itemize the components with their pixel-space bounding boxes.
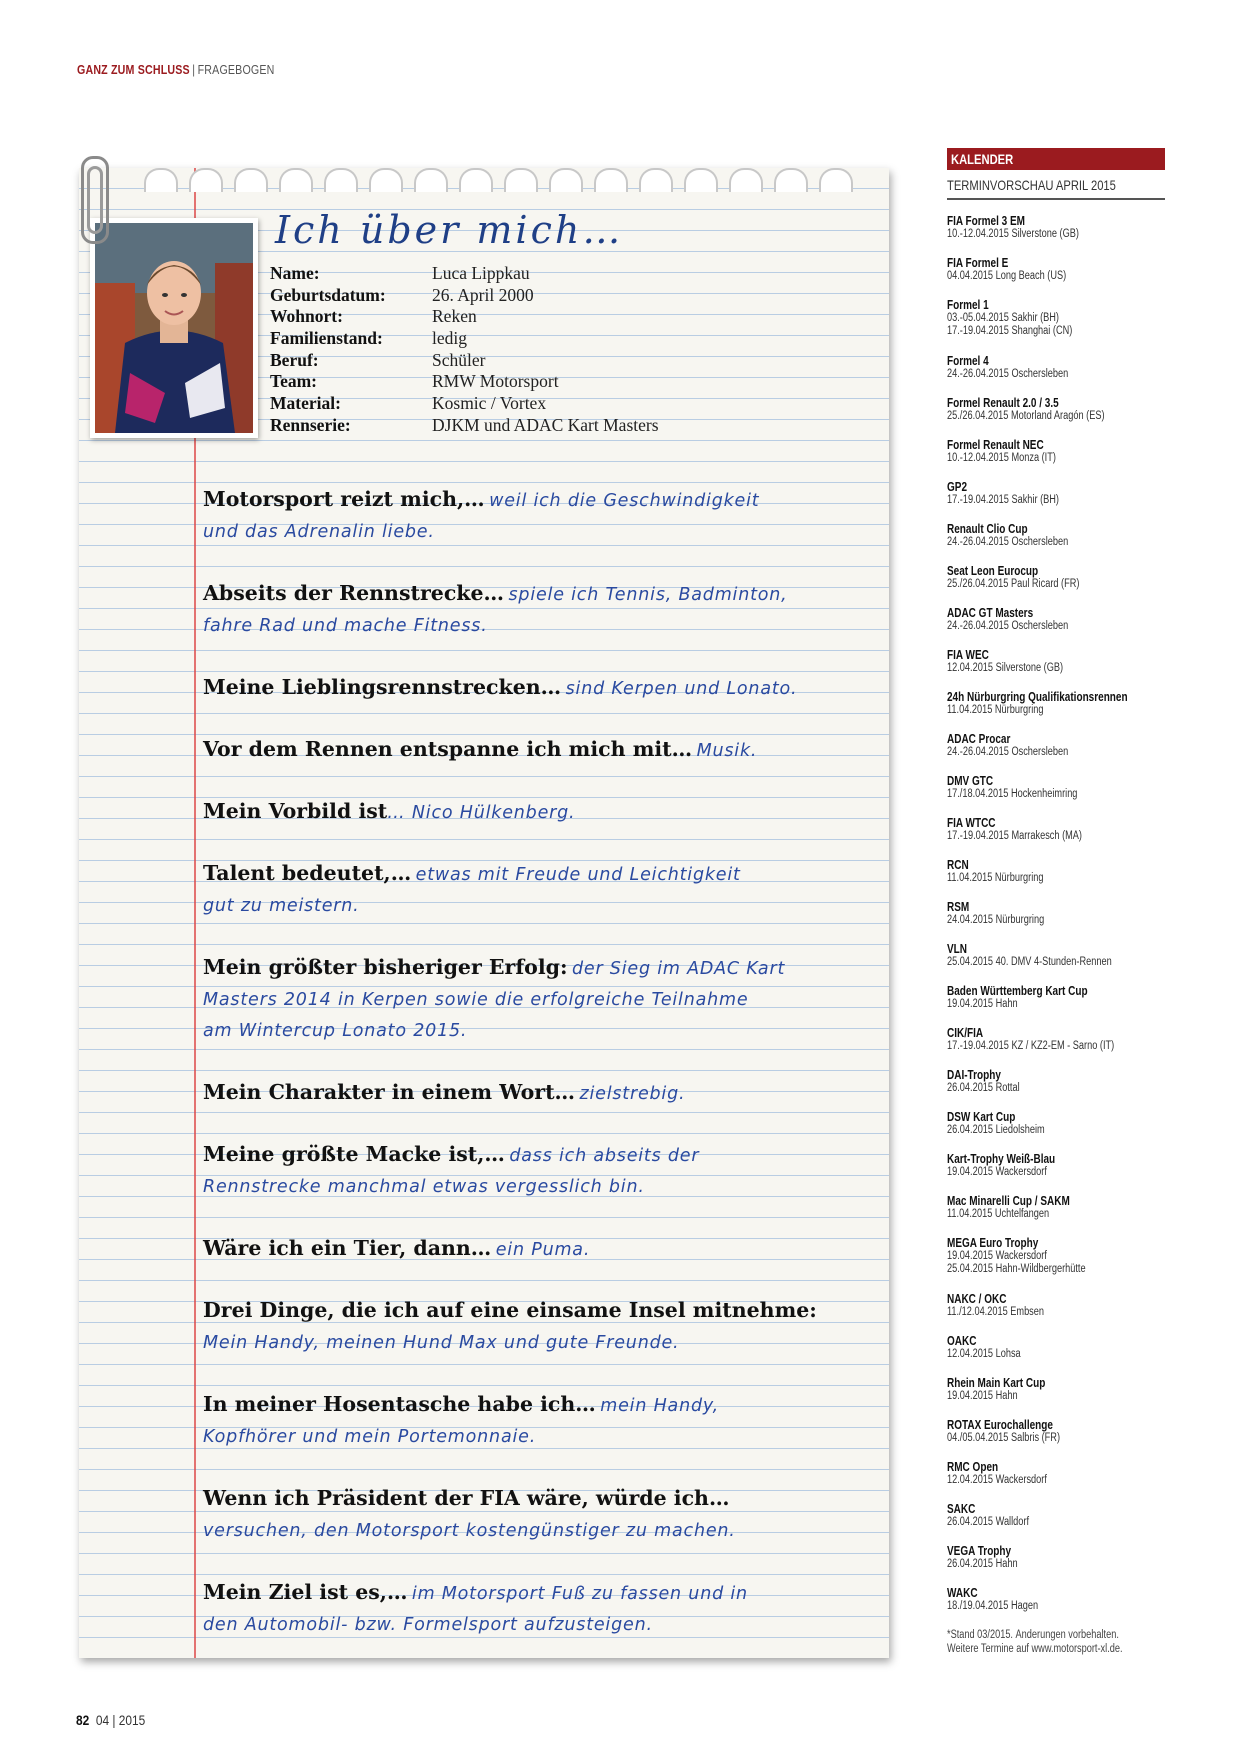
event-name: ADAC Procar: [947, 732, 1011, 746]
event-name: CIK/FIA: [947, 1026, 984, 1040]
event-name: Formel 1: [947, 298, 989, 312]
calendar-event: [947, 816, 1116, 843]
profile-row: [270, 328, 659, 350]
answer: der Sieg im ADAC Kart: [571, 959, 786, 979]
qa-item: [203, 1295, 863, 1359]
answer: sind Kerpen und Lonato.: [565, 679, 798, 699]
event-date: 24.04.2015 Nürburgring: [947, 914, 1045, 926]
calendar-event: [947, 1236, 1120, 1276]
event-name: FIA WEC: [947, 648, 989, 662]
answer: spiele ich Tennis, Badminton,: [508, 585, 788, 605]
event-name: Formel Renault NEC: [947, 438, 1044, 452]
calendar-event: [947, 214, 1112, 241]
event-date: 19.04.2015 Wackersdorf: [947, 1166, 1047, 1178]
answer: zielstrebig.: [579, 1084, 686, 1104]
event-date: 19.04.2015 Wackersdorf: [947, 1250, 1047, 1262]
answer: dass ich abseits der: [509, 1146, 700, 1166]
profile-label: Rennserie:: [270, 414, 351, 435]
event-date: 25.04.2015 40. DMV 4-Stunden-Rennen: [947, 956, 1112, 968]
qa-item: [203, 1577, 863, 1641]
question: Abseits der Rennstrecke…: [203, 581, 505, 605]
event-date: 25./26.04.2015 Motorland Aragón (ES): [947, 410, 1105, 422]
event-date: 03.-05.04.2015 Sakhir (BH): [947, 312, 1059, 324]
question: Talent bedeutet,…: [203, 861, 412, 885]
answer: ein Puma.: [495, 1240, 591, 1260]
event-date: 10.-12.04.2015 Monza (IT): [947, 452, 1056, 464]
question: Wenn ich Präsident der FIA wäre, würde ich…: [203, 1486, 730, 1510]
event-date: 18./19.04.2015 Hagen: [947, 1600, 1039, 1612]
event-date: 25.04.2015 Hahn-Wildbergerhütte: [947, 1263, 1086, 1275]
calendar-event: [947, 732, 1099, 759]
calendar-event: [947, 1110, 1069, 1137]
qa-item: [203, 578, 863, 642]
question: Mein größter bisheriger Erfolg:: [203, 955, 568, 979]
paperclip-inner-icon: [87, 166, 103, 234]
profile-row: [270, 350, 659, 372]
event-name: DMV GTC: [947, 774, 994, 788]
question: In meiner Hosentasche habe ich…: [203, 1392, 596, 1416]
answer: und das Adrenalin liebe.: [203, 522, 435, 542]
page-footer: [76, 1712, 145, 1728]
answer: den Automobil- bzw. Formelsport aufzusteigen.: [203, 1615, 653, 1635]
qa-item: [203, 672, 863, 705]
event-date: 11.04.2015 Nürburgring: [947, 872, 1044, 884]
event-date: 12.04.2015 Wackersdorf: [947, 1474, 1047, 1486]
event-date: 11./12.04.2015 Embsen: [947, 1306, 1045, 1318]
event-date: 24.-26.04.2015 Oschersleben: [947, 746, 1069, 758]
event-date: 11.04.2015 Nürburgring: [947, 704, 1044, 716]
event-name: WAKC: [947, 1586, 978, 1600]
qa-item: [203, 1077, 863, 1110]
question: Mein Charakter in einem Wort…: [203, 1080, 576, 1104]
event-name: Formel 4: [947, 354, 989, 368]
calendar-event: [947, 1194, 1101, 1221]
answer: mein Handy,: [600, 1396, 720, 1416]
event-date: 11.04.2015 Uchtelfangen: [947, 1208, 1050, 1220]
event-name: FIA Formel 3 EM: [947, 214, 1025, 228]
qa-item: [203, 1389, 863, 1453]
event-name: RMC Open: [947, 1460, 999, 1474]
profile-value: DJKM und ADAC Kart Masters: [432, 414, 659, 435]
calendar-event: [947, 298, 1104, 338]
profile-value: Luca Lippkau: [432, 263, 530, 283]
event-name: VEGA Trophy: [947, 1544, 1012, 1558]
profile-row: [270, 285, 659, 307]
page-header: [77, 62, 275, 77]
answer: versuchen, den Motorsport kostengünstiger zu machen.: [203, 1521, 736, 1541]
event-name: ROTAX Eurochallenge: [947, 1418, 1053, 1432]
event-name: GP2: [947, 480, 968, 494]
answer: am Wintercup Lonato 2015.: [203, 1021, 468, 1041]
event-name: ADAC GT Masters: [947, 606, 1034, 620]
answer: … Nico Hülkenberg.: [387, 803, 576, 823]
profile-value: RMW Motorsport: [432, 371, 559, 392]
event-name: FIA Formel E: [947, 256, 1009, 270]
question: Vor dem Rennen entspanne ich mich mit…: [203, 737, 693, 761]
event-date: 04.04.2015 Long Beach (US): [947, 270, 1067, 282]
page-number: 82: [76, 1712, 90, 1728]
footnote-line: *Stand 03/2015. Änderungen vorbehalten.: [947, 1629, 1119, 1641]
answer: gut zu meistern.: [203, 896, 360, 916]
event-name: Rhein Main Kart Cup: [947, 1376, 1046, 1390]
profile-value: Schüler: [432, 349, 486, 370]
calendar-event: [947, 1068, 1038, 1095]
question: Drei Dinge, die ich auf eine einsame Insel mitnehme:: [203, 1298, 817, 1322]
event-date: 24.-26.04.2015 Oschersleben: [947, 536, 1069, 548]
calendar-event: [947, 1460, 1072, 1487]
event-name: RCN: [947, 858, 969, 872]
event-name: Renault Clio Cup: [947, 522, 1028, 536]
profile-row: [270, 306, 659, 328]
answer: fahre Rad und mache Fitness.: [203, 616, 488, 636]
profile-info: [270, 263, 659, 437]
section-label: GANZ ZUM SCHLUSS: [77, 62, 190, 77]
event-date: 26.04.2015 Liedolsheim: [947, 1124, 1045, 1136]
qa-item: [203, 858, 863, 922]
calendar-event: [947, 900, 1068, 927]
answer: Masters 2014 in Kerpen sowie die erfolgreiche Teilnahme: [203, 990, 749, 1010]
event-date: 17./18.04.2015 Hockenheimring: [947, 788, 1078, 800]
profile-label: Geburtsdatum:: [270, 284, 386, 305]
event-name: FIA WTCC: [947, 816, 996, 830]
profile-value: Kosmic / Vortex: [432, 393, 547, 414]
event-date: 24.-26.04.2015 Oschersleben: [947, 368, 1069, 380]
event-name: Kart-Trophy Weiß-Blau: [947, 1152, 1056, 1166]
calendar-event: [947, 690, 1173, 717]
question: Meine größte Macke ist,…: [203, 1142, 505, 1166]
calendar-event: [947, 396, 1144, 423]
qa-item: [203, 1483, 863, 1547]
calendar-event: [947, 1152, 1082, 1179]
portrait-photo: [90, 218, 258, 438]
profile-value: ledig: [432, 328, 467, 349]
calendar-footnote: [947, 1629, 1166, 1656]
answer: Rennstrecke manchmal etwas vergesslich bin.: [203, 1177, 645, 1197]
event-name: NAKC / OKC: [947, 1292, 1007, 1306]
qa-item: [203, 796, 863, 829]
event-date: 26.04.2015 Rottal: [947, 1082, 1020, 1094]
answer: etwas mit Freude und Leichtigkeit: [415, 865, 741, 885]
answer: Mein Handy, meinen Hund Max und gute Freunde.: [203, 1333, 680, 1353]
event-name: RSM: [947, 900, 970, 914]
qa-item: [203, 1139, 863, 1203]
question: Meine Lieblingsrennstrecken…: [203, 675, 562, 699]
qa-item: [203, 734, 863, 767]
profile-row: [270, 393, 659, 415]
event-date: 04./05.04.2015 Salbris (FR): [947, 1432, 1061, 1444]
profile-row: [270, 263, 659, 285]
qa-item: [203, 952, 863, 1047]
calendar-event: [947, 1544, 1035, 1571]
calendar-event: [947, 984, 1123, 1011]
question: Mein Ziel ist es,…: [203, 1580, 408, 1604]
event-date: 17.-19.04.2015 Shanghai (CN): [947, 325, 1073, 337]
calendar-event: [947, 648, 1092, 675]
event-date: 12.04.2015 Lohsa: [947, 1348, 1021, 1360]
calendar-event: [947, 1502, 1050, 1529]
event-name: DAI-Trophy: [947, 1068, 1001, 1082]
event-date: 17.-19.04.2015 Sakhir (BH): [947, 494, 1059, 506]
qa-item: [203, 484, 863, 548]
answer: Musik.: [696, 741, 758, 761]
answer: im Motorsport Fuß zu fassen und in: [411, 1584, 748, 1604]
event-name: Seat Leon Eurocup: [947, 564, 1039, 578]
event-date: 25./26.04.2015 Paul Ricard (FR): [947, 578, 1080, 590]
header-separator: |: [192, 62, 196, 77]
profile-row: [270, 415, 659, 437]
profile-label: Name:: [270, 263, 320, 283]
profile-row: [270, 371, 659, 393]
event-date: 26.04.2015 Walldorf: [947, 1516, 1030, 1528]
calendar-event: [947, 1376, 1070, 1403]
event-date: 10.-12.04.2015 Silverstone (GB): [947, 228, 1079, 240]
profile-label: Beruf:: [270, 349, 319, 370]
calendar-event: [947, 522, 1099, 549]
profile-label: Team:: [270, 371, 317, 392]
profile-label: Wohnort:: [270, 306, 343, 327]
event-name: SAKC: [947, 1502, 976, 1516]
calendar-event: [947, 942, 1153, 969]
question: Wäre ich ein Tier, dann…: [203, 1236, 492, 1260]
event-date: 19.04.2015 Hahn: [947, 998, 1018, 1010]
event-date: 26.04.2015 Hahn: [947, 1558, 1018, 1570]
event-date: 12.04.2015 Silverstone (GB): [947, 662, 1064, 674]
issue-label: 04 | 2015: [95, 1712, 146, 1728]
question: Motorsport reizt mich,…: [203, 487, 485, 511]
profile-label: Material:: [270, 393, 341, 414]
event-name: DSW Kart Cup: [947, 1110, 1016, 1124]
calendar-event: [947, 774, 1110, 801]
event-name: OAKC: [947, 1334, 977, 1348]
event-name: Mac Minarelli Cup / SAKM: [947, 1194, 1070, 1208]
calendar-event: [947, 606, 1099, 633]
event-name: Baden Württemberg Kart Cup: [947, 984, 1088, 998]
event-name: VLN: [947, 942, 967, 956]
calendar-sidebar: [947, 148, 1165, 1612]
profile-value: 26. April 2000: [432, 284, 534, 305]
event-name: Formel Renault 2.0 / 3.5: [947, 396, 1059, 410]
calendar-event: [947, 354, 1099, 381]
calendar-event: [947, 858, 1068, 885]
calendar-event: [947, 1418, 1088, 1445]
footnote-line: Weitere Termine auf www.motorsport-xl.de.: [947, 1642, 1123, 1655]
calendar-event: [947, 1334, 1039, 1361]
answer: Kopfhörer und mein Portemonnaie.: [203, 1427, 537, 1447]
subsection-label: FRAGEBOGEN: [197, 62, 275, 77]
event-date: 19.04.2015 Hahn: [947, 1390, 1018, 1402]
calendar-event: [947, 256, 1096, 283]
calendar-event: [947, 1292, 1068, 1319]
calendar-event: [947, 564, 1113, 591]
event-date: 17.-19.04.2015 Marrakesch (MA): [947, 830, 1082, 842]
spiral-holes: [79, 160, 889, 186]
calendar-heading: KALENDER: [947, 148, 1165, 170]
event-date: 17.-19.04.2015 KZ / KZ2-EM - Sarno (IT): [947, 1040, 1115, 1052]
qa-item: [203, 1233, 863, 1266]
profile-value: Reken: [432, 306, 477, 327]
page-title: Ich über mich…: [275, 208, 624, 252]
profile-label: Familienstand:: [270, 328, 383, 349]
event-name: 24h Nürburgring Qualifikationsrennen: [947, 690, 1128, 704]
calendar-event: [947, 1586, 1061, 1613]
answer: weil ich die Geschwindigkeit: [489, 491, 760, 511]
event-name: MEGA Euro Trophy: [947, 1236, 1039, 1250]
question: Mein Vorbild ist: [203, 799, 388, 823]
calendar-event: [947, 438, 1083, 465]
event-date: 24.-26.04.2015 Oschersleben: [947, 620, 1069, 632]
calendar-subtitle: TERMINVORSCHAU APRIL 2015: [947, 177, 1165, 200]
calendar-event: [947, 480, 1087, 507]
calendar-event: [947, 1026, 1156, 1053]
